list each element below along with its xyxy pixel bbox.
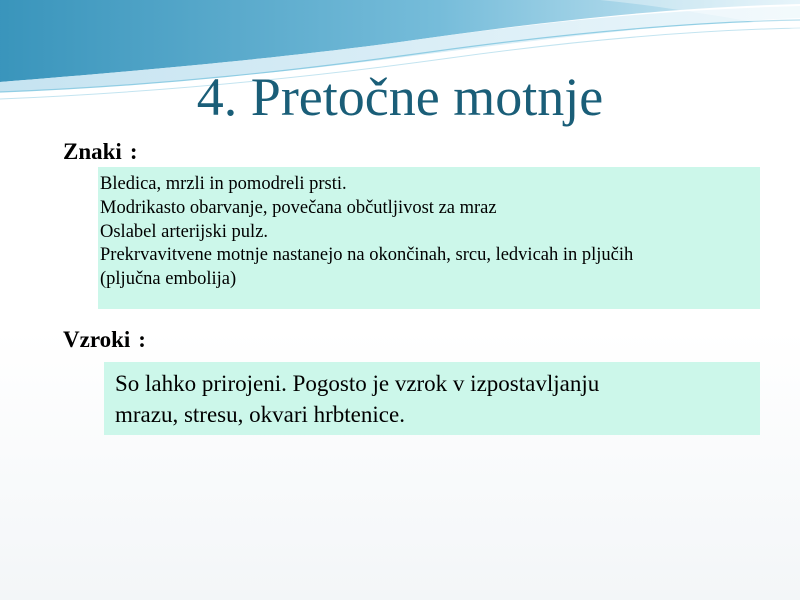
vzroki-heading [63, 327, 146, 353]
vzroki-line: So lahko prirojeni. Pogosto je vzrok v izpostavljanju [115, 371, 600, 396]
znaki-heading [63, 139, 138, 165]
znaki-heading-colon: : [129, 139, 138, 164]
znaki-textbox [98, 167, 760, 309]
vzroki-line: mrazu, stresu, okvari hrbtenice. [115, 402, 405, 427]
vzroki-heading-text: Vzroki [63, 327, 131, 352]
znaki-heading-text: Znaki [63, 139, 122, 164]
znaki-line: (pljučna embolija) [100, 269, 237, 290]
vzroki-heading-colon: : [138, 327, 146, 352]
znaki-line: Oslabel arterijski pulz. [100, 221, 268, 242]
slide-title: 4. Pretočne motnje [196, 67, 604, 127]
znaki-line: Bledica, mrzli in pomodreli prsti. [100, 174, 347, 194]
znaki-line: Prekrvavitvene motnje nastanejo na okončinah, srcu, ledvicah in pljučih [100, 245, 634, 266]
vzroki-textbox [104, 362, 760, 435]
znaki-line: Modrikasto obarvanje, povečana občutljivost za mraz [100, 197, 497, 218]
